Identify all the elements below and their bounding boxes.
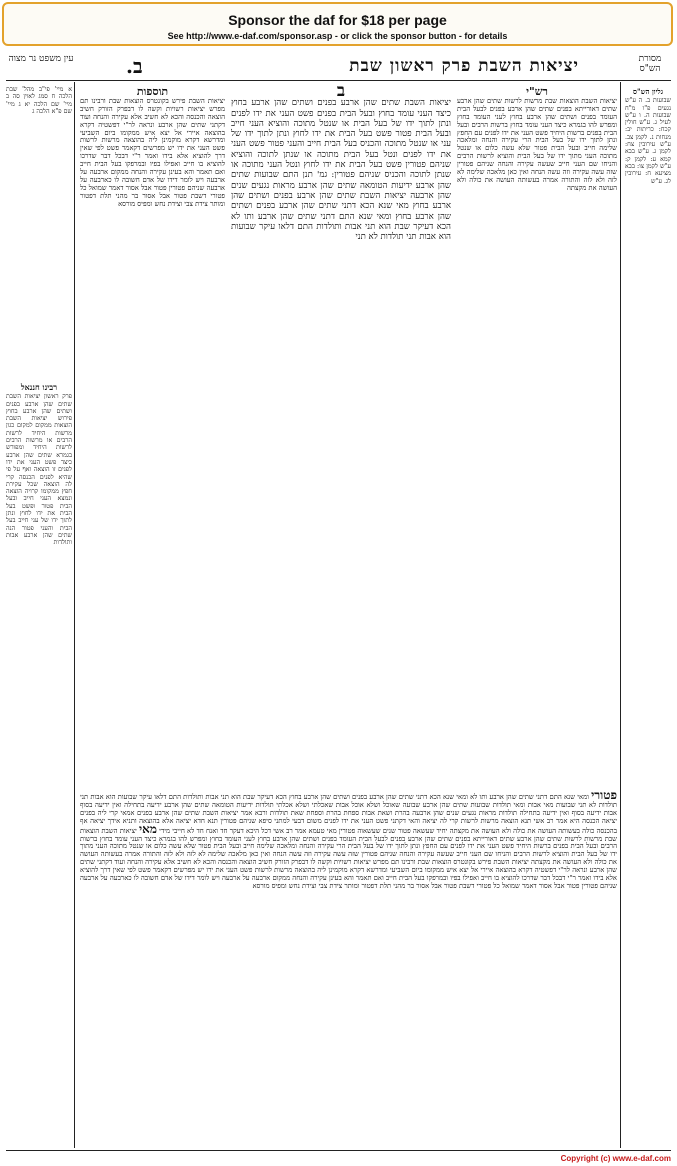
gilyon-hashas-heading: גליון הש"ס [632,87,664,96]
rashi-column [457,86,617,786]
ein-mishpat-text: א מיי' פי"ב מהל' שבת הלכה ח סמג לאוין סה ב מיי' שם הלכה יא ג מיי' שם פ"א הלכה ג [6,86,72,115]
lower-heading-1: פטורי [591,792,617,802]
header-rule [6,80,671,81]
rashi-heading: רש"י [526,86,548,98]
rashi-text: יציאות השבת הוצאות שבת מרשות לרשות שתים שהן ארבע שתים דאורייתא בפנים שתים שהן ארבע בפנים לבעל הבית העומד בפנים ושתים שהן ארבע בחוץ לעני העומד בחוץ ומפרש להו בגמרא כיצד העני עומד בחוץ ברשות הרבים ובעל הבית בפנים ברשות היחיד פשט העני את ידו לפנים עם החפץ ונתן לתוך ידו של בעל הבית הרי עקירה והנחה ומלאכה שלימה חייב ובעל הבית פטור שלא עשה כלום או שנטל מתוכה העני מתוך ידו של בעל הבית והוציא לרשות הרבים והניחו שם העני חייב שעשה עקירה והנחה שניהם פטורין שזה עשה עקירה וזה עשה הנחה ואין כאן מלאכה שלימה לא לזה ולא לזה והתורה אמרה בעשותה העושה את כולה ולא העושה את מקצתה [457,96,617,192]
tosafot-text: יציאות השבת פירש בקונטרס הוצאות שבת ורבינו תם מפרש יציאות רשויות וקשה לו דבפרק הזורק חשיב הוצאה והכנסה והכא לא חשיב אלא עקירה והנחה ועוד דקתני שתים שהן ארבע ונראה לר"י דפשטיה דקרא בהוצאה איירי אל יצא איש ממקומו ביום השביעי ומדרשא דקרא מוקמינן ליה בהוצאה מרשות לרשות פשט העני את ידו יש מפרשים דקאמר פשט לפי שאין דרך להוציא אלא בידו ואמר ר"י דבכל דבר שדרכו להוציא בו חייב ואפילו בפיו ובמרפקו בעל הבית חייב ואם תאמר והא בעינן עקירה והנחה ממקום ארבעה על ארבעה ויש לומר דידו של אדם חשובה לו כארבעה על ארבעה שניהם פטורין פטור אבל אסור דאמר שמואל כל פטורי דשבת פטור אבל אסור בר מהני תלת דפטור ומותר צידת צבי וצידת נחש ומפיס מורסא [80,96,225,208]
sponsor-banner[interactable] [2,2,673,46]
right-margin-notes [625,86,671,1146]
sponsor-subtitle[interactable]: See http://www.e-daf.com/sponsor.asp - or click the sponsor button - for details [167,31,508,41]
gemara-text: יציאות השבת שתים שהן ארבע בפנים ושתים שהן ארבע בחוץ כיצד העני עומד בחוץ ובעל הבית בפנים פשט העני את ידו לפנים ונתן לתוך ידו של בעל הבית או שנטל מתוכה והוציא העני חייב ובעל הבית פטור פשט בעל הבית את ידו לחוץ ונתן לתוך ידו של עני או שנטל מתוכה והכניס בעל הבית חייב והעני פטור פשט העני את ידו לפנים ונטל בעל הבית מתוכה או שנתן לתוכה והוציא שניהם פטורין פשט בעל הבית את ידו לחוץ ונטל העני מתוכה או שנתן לתוכה והכניס שניהם פטורין: גמ' תנן התם שבועות שתים שהן ארבע ידיעות הטומאה שתים שהן ארבע מראות נגעים שנים שהן ארבעה יציאות השבת שתים שהן ארבע בפנים ושתים שהן ארבע בחוץ מאי שנא הכא דתני שתים שהן ארבע בפנים ושתים שהן ארבע בחוץ ומאי שנא התם דתני שתים שהן ארבע ותו לא הכא דעיקר שבת הוא תני אבות ותולדות התם דלאו עיקר שבועות הוא אבות תני תולדות לא תני [231,98,451,243]
lower-heading-2: מאי [139,821,157,836]
copyright-notice[interactable]: Copyright (c) www.e-daf.com [560,1154,671,1163]
rabbeinu-chananel-text: פרק ראשון יציאות השבת שתים שהן ארבע בפנים ושתים שהן ארבע בחוץ פירוש יציאות השבת הוצאות ממקום למקום כגון מרשות היחיד לרשות הרבים או מרשות הרבים לרשות היחיד ומפורש בגמרא שתים שהן ארבע כיצד פשט העני את ידו לפנים זו הוצאה ואף על פי שהיא לפנים הכנסה קרי לה הוצאה שכל עקירת חפץ ממקומו קרויה הוצאה ונמצא העני חייב ובעל הבית פטור ופשט בעל הבית את ידו לחוץ ונתן לתוך ידו של עני חייב בעל הבית והעני פטור הנה שתים שהן ארבע אבות ותולדות [6,393,72,547]
ein-mishpat-label: עין משפט נר מצוה [8,54,74,64]
left-margin-divider [74,82,75,1148]
rabbeinu-chananel-column [6,382,72,1142]
right-margin-divider [620,82,621,1148]
page-footer [0,1154,677,1166]
folio-number: ב. [126,54,143,78]
rabbeinu-chananel-heading: רבינו חננאל [20,382,58,392]
talmud-page [6,52,671,1152]
sponsor-title[interactable]: Sponsor the daf for $18 per page [228,12,447,28]
lower-text-block [80,792,617,1142]
lower-text: ומאי שנא התם דתני שתים שהן ארבע ותו לא ומאי שנא הכא דתני שתים שהן ארבע בפנים ושתים שהן ארבע בחוץ הכא דעיקר שבת הוא תני אבות ותולדות התם דלאו עיקר שבועות הוא אבות תני תולדות לא תני שבועות מאי אבות ומאי תולדות שבועות שתים שהן ארבע שבועה שאוכל ושלא אוכל אבות שאכלתי ושלא אכלתי תולדות ידיעות הטומאה שתים שהן ארבע ידיעה בתחילה ואין ידיעה בסוף אבות ידיעה בסוף ואין ידיעה בתחילה תולדות מראות נגעים שנים שהן ארבעה בהרת ושאת אבות ספחת בהרת וספחת שאת תולדות ורבא אמר יציאות השבת שתים שהן ארבע בפנים אמאי קרי ליה בפנים יציאה הכנסה היא אמר רב אשי תנא הוצאה מרשות לרשות קרי לה יציאה והאי דקתני פשט העני את ידו לפנים משום דבעי למתני סיפא שניהם פטורין תנא חדא יציאה אלא בהוצאה ותניא אידך יציאה אף בהכנסה כולה בעשותה העושה את כולה ולא העושה את מקצתה יחיד שעשאה פטור שנים שעשאוה פטורין מאי טעמא אמר רב אשי דכל היכא דעקר חד ואנח חד לא חייבי מידי [80,793,617,835]
tosafot-column [80,86,225,786]
page-title: יציאות השבת פרק ראשון שבת [349,56,579,76]
footer-rule [6,1150,671,1151]
ein-mishpat-column [6,86,72,226]
tosafot-heading: תוספות [136,86,169,98]
page-header [6,52,671,82]
mishna-heading: ב [336,86,346,101]
gilyon-hashas-text: שבועות ב. ה ע"ש נגעים פ"ו מ"ח שבועות ה. ו ע"ש לעיל ג. ע"ש חולין קכח: כריתות יב: מנחות נ. לקמן צב. ע"ש עירובין צח: לקמן ג. ע"ש בבא קמא ע: לקמן ק: ע"ש לקמן צו: בבא מציעא ח: עירובין לג. ע"ש [625,97,671,185]
gemara-column [231,86,451,556]
lower-text-repeat-2: יציאות השבת פירש בקונטרס הוצאות שבת ורבינו תם מפרש יציאות רשויות וקשה לו דבפרק הזורק חשיב הוצאה והכנסה והכא לא חשיב אלא עקירה והנחה ועוד דקתני שתים שהן ארבע ונראה לר"י דפשטיה דקרא בהוצאה איירי אל יצא איש ממקומו ביום השביעי ומדרשא דקרא מוקמינן ליה בהוצאה מרשות לרשות פשט העני את ידו יש מפרשים דקאמר פשט לפי שאין דרך להוציא אלא בידו ואמר ר"י דבכל דבר שדרכו להוציא בו חייב ואפילו בפיו ובמרפקו בעל הבית חייב ואם תאמר והא בעינן עקירה והנחה ממקום ארבעה על ארבעה ויש לומר דידו של אדם חשובה לו כארבעה על ארבעה שניהם פטורין פטור אבל אסור דאמר שמואל כל פטורי דשבת פטור אבל אסור בר מהני תלת דפטור ומותר צידת צבי וצידת נחש ומפיס מורסא [80,858,617,890]
lower-text-repeat: יציאות השבת הוצאות שבת מרשות לרשות שתים שהן ארבע שתים דאורייתא בפנים שתים שהן ארבע בפנים לבעל הבית העומד בפנים ושתים שהן ארבע בחוץ לעני העומד בחוץ ומפרש להו בגמרא כיצד העני עומד בחוץ ברשות הרבים ובעל הבית בפנים ברשות היחיד פשט העני את ידו לפנים עם החפץ ונתן לתוך ידו של בעל הבית הרי עקירה והנחה ומלאכה שלימה חייב ובעל הבית פטור שלא עשה כלום או שנטל מתוכה העני מתוך ידו של בעל הבית והוציא לרשות הרבים והניחו שם העני חייב שעשה עקירה והנחה שניהם פטורין שזה עשה עקירה וזה עשה הנחה ואין כאן מלאכה שלימה לא לזה ולא לזה והתורה אמרה בעשותה העושה את כולה ולא העושה את מקצתה [80,826,617,867]
masoret-hashas-label: מסורת הש"ס [638,54,662,74]
